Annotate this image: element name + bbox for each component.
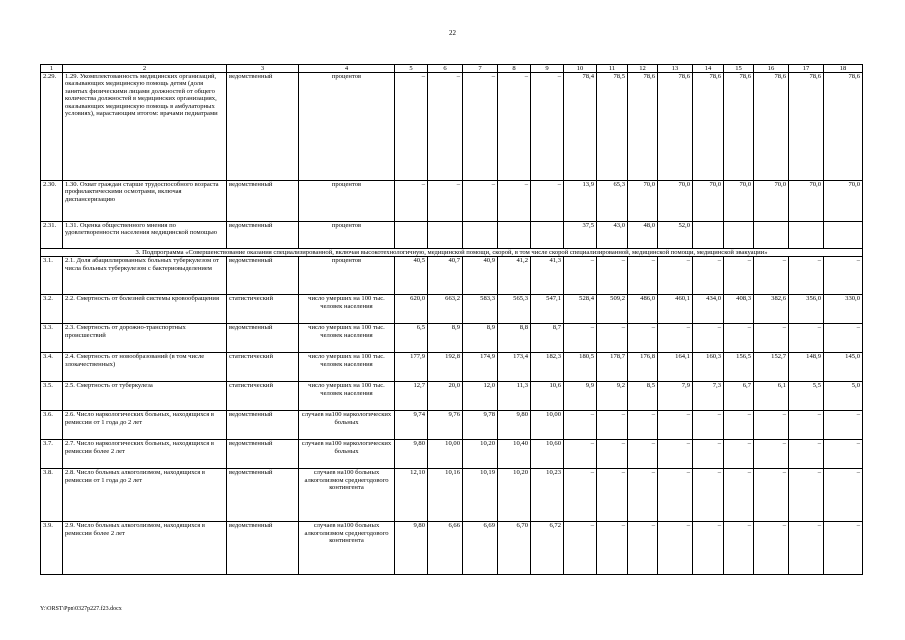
year-value: 152,7	[754, 353, 789, 382]
unit-of-measure: случаев на100 больных алкоголизмом среднегодового контингента	[299, 522, 395, 575]
unit-of-measure: процентов	[299, 181, 395, 222]
year-value: 9,9	[564, 382, 597, 411]
year-value: 6,1	[754, 382, 789, 411]
year-value: 547,1	[531, 295, 564, 324]
year-value: –	[628, 469, 658, 522]
year-value: 663,2	[428, 295, 463, 324]
indicator-type: статистический	[227, 353, 299, 382]
year-value: –	[531, 73, 564, 181]
indicator-name: 1.31. Оценка общественного мнения по удовлетворенности населения медицинской помощью	[63, 222, 227, 249]
indicator-name: 2.1. Доля абациллированных больных туберкулезом от числа больных туберкулезом с бактериовыделением	[63, 257, 227, 295]
year-value: –	[628, 440, 658, 469]
year-value: –	[564, 257, 597, 295]
row-number: 3.5.	[41, 382, 63, 411]
year-value: 70,0	[628, 181, 658, 222]
year-value: –	[628, 411, 658, 440]
year-value: 9,78	[463, 411, 498, 440]
year-value: 528,4	[564, 295, 597, 324]
year-value	[428, 222, 463, 249]
year-value: 330,0	[824, 295, 863, 324]
year-value: 9,76	[428, 411, 463, 440]
year-value: 78,5	[597, 73, 628, 181]
year-value: –	[724, 469, 754, 522]
year-value: 10,6	[531, 382, 564, 411]
year-value: 65,3	[597, 181, 628, 222]
year-value	[531, 222, 564, 249]
indicator-name: 2.5. Смертность от туберкулеза	[63, 382, 227, 411]
year-value: –	[597, 324, 628, 353]
year-value: –	[754, 257, 789, 295]
column-number: 3	[227, 65, 299, 73]
year-value: –	[628, 257, 658, 295]
year-value: –	[724, 257, 754, 295]
year-value: 10,40	[498, 440, 531, 469]
unit-of-measure: число умерших на 100 тыс. человек населения	[299, 295, 395, 324]
year-value: –	[498, 181, 531, 222]
table-row	[41, 324, 863, 353]
year-value: 78,6	[724, 73, 754, 181]
year-value: 7,9	[658, 382, 693, 411]
indicator-name: 2.6. Число наркологических больных, находящихся в ремиссии от 1 года до 2 лет	[63, 411, 227, 440]
year-value: 12,10	[395, 469, 428, 522]
year-value: 10,19	[463, 469, 498, 522]
year-value: –	[824, 257, 863, 295]
row-number: 3.9.	[41, 522, 63, 575]
year-value: –	[564, 440, 597, 469]
year-value: –	[628, 324, 658, 353]
unit-of-measure: процентов	[299, 257, 395, 295]
year-value: 70,0	[658, 181, 693, 222]
year-value: –	[824, 522, 863, 575]
year-value: –	[428, 73, 463, 181]
year-value: 6,66	[428, 522, 463, 575]
year-value: 509,2	[597, 295, 628, 324]
year-value: 173,4	[498, 353, 531, 382]
year-value: 70,0	[824, 181, 863, 222]
year-value: 48,0	[628, 222, 658, 249]
year-value: 10,00	[531, 411, 564, 440]
year-value: –	[564, 469, 597, 522]
year-value: 180,5	[564, 353, 597, 382]
year-value: 40,9	[463, 257, 498, 295]
file-path-footer: Y:\ORST\Ppn\0327p227.f23.docx	[40, 606, 122, 612]
year-value: 583,3	[463, 295, 498, 324]
year-value: 176,8	[628, 353, 658, 382]
indicator-name: 2.8. Число больных алкоголизмом, находящихся в ремиссии от 1 года до 2 лет	[63, 469, 227, 522]
column-number: 12	[628, 65, 658, 73]
year-value: 356,0	[789, 295, 824, 324]
row-number: 3.2.	[41, 295, 63, 324]
year-value: 6,5	[395, 324, 428, 353]
year-value: –	[463, 181, 498, 222]
year-value: –	[564, 522, 597, 575]
column-number: 9	[531, 65, 564, 73]
column-number: 6	[428, 65, 463, 73]
table-row	[41, 353, 863, 382]
year-value: 156,5	[724, 353, 754, 382]
year-value: 620,0	[395, 295, 428, 324]
row-number: 3.3.	[41, 324, 63, 353]
year-value: 70,0	[724, 181, 754, 222]
indicator-type: ведомственный	[227, 469, 299, 522]
column-number: 1	[41, 65, 63, 73]
unit-of-measure: случаев на100 наркологических больных	[299, 411, 395, 440]
year-value: 565,3	[498, 295, 531, 324]
year-value: 78,6	[824, 73, 863, 181]
year-value	[824, 222, 863, 249]
row-number: 3.7.	[41, 440, 63, 469]
indicator-name: 2.4. Смертность от новообразований (в том числе злокачественных)	[63, 353, 227, 382]
year-value: 9,2	[597, 382, 628, 411]
year-value: –	[754, 469, 789, 522]
indicator-type: ведомственный	[227, 222, 299, 249]
year-value: –	[693, 257, 724, 295]
column-number: 5	[395, 65, 428, 73]
table-row	[41, 440, 863, 469]
year-value: 70,0	[754, 181, 789, 222]
year-value: 9,74	[395, 411, 428, 440]
unit-of-measure: процентов	[299, 73, 395, 181]
column-number: 7	[463, 65, 498, 73]
indicator-type: ведомственный	[227, 411, 299, 440]
year-value: 10,60	[531, 440, 564, 469]
year-value: –	[564, 324, 597, 353]
year-value: –	[754, 411, 789, 440]
year-value: 10,20	[498, 469, 531, 522]
row-number: 3.8.	[41, 469, 63, 522]
year-value: –	[724, 324, 754, 353]
year-value: 9,80	[395, 440, 428, 469]
year-value: 10,16	[428, 469, 463, 522]
column-number: 14	[693, 65, 724, 73]
year-value: –	[693, 522, 724, 575]
year-value: 11,3	[498, 382, 531, 411]
year-value	[463, 222, 498, 249]
year-value: 12,7	[395, 382, 428, 411]
indicator-name: 2.7. Число наркологических больных, находящихся в ремиссии более 2 лет	[63, 440, 227, 469]
column-number: 18	[824, 65, 863, 73]
year-value: –	[597, 440, 628, 469]
year-value: –	[658, 440, 693, 469]
year-value: 78,6	[628, 73, 658, 181]
year-value: 70,0	[789, 181, 824, 222]
year-value: 6,72	[531, 522, 564, 575]
row-number: 3.4.	[41, 353, 63, 382]
indicator-name: 1.30. Охват граждан старше трудоспособного возраста профилактическими осмотрами, включая диспансеризацию	[63, 181, 227, 222]
year-value: 8,9	[428, 324, 463, 353]
column-number-row	[41, 65, 863, 73]
column-number: 2	[63, 65, 227, 73]
year-value: 5,0	[824, 382, 863, 411]
year-value	[693, 222, 724, 249]
indicator-type: ведомственный	[227, 257, 299, 295]
year-value: –	[789, 469, 824, 522]
year-value: 6,69	[463, 522, 498, 575]
year-value: 40,5	[395, 257, 428, 295]
year-value: 408,3	[724, 295, 754, 324]
year-value: –	[724, 411, 754, 440]
year-value: 9,80	[395, 522, 428, 575]
year-value	[754, 222, 789, 249]
table-row	[41, 295, 863, 324]
year-value: 70,0	[693, 181, 724, 222]
year-value: 8,5	[628, 382, 658, 411]
year-value	[789, 222, 824, 249]
year-value: 6,7	[724, 382, 754, 411]
row-number: 2.31.	[41, 222, 63, 249]
year-value: 382,6	[754, 295, 789, 324]
year-value: –	[693, 440, 724, 469]
year-value: –	[789, 411, 824, 440]
year-value: 148,9	[789, 353, 824, 382]
table-row	[41, 222, 863, 249]
year-value: –	[395, 73, 428, 181]
year-value: –	[597, 522, 628, 575]
year-value: 78,6	[658, 73, 693, 181]
indicator-type: ведомственный	[227, 181, 299, 222]
year-value: 164,1	[658, 353, 693, 382]
indicator-type: ведомственный	[227, 440, 299, 469]
year-value: –	[395, 181, 428, 222]
row-number: 2.30.	[41, 181, 63, 222]
year-value: –	[531, 181, 564, 222]
table-row	[41, 181, 863, 222]
unit-of-measure: число умерших на 100 тыс. человек населения	[299, 353, 395, 382]
year-value: 178,7	[597, 353, 628, 382]
indicator-type: ведомственный	[227, 522, 299, 575]
column-number: 16	[754, 65, 789, 73]
indicator-name: 2.2. Смертность от болезней системы кровообращения	[63, 295, 227, 324]
year-value: 8,7	[531, 324, 564, 353]
year-value: –	[724, 440, 754, 469]
column-number: 11	[597, 65, 628, 73]
column-number: 4	[299, 65, 395, 73]
column-number: 8	[498, 65, 531, 73]
year-value: –	[824, 324, 863, 353]
year-value: –	[564, 411, 597, 440]
year-value: 460,1	[658, 295, 693, 324]
year-value: 182,3	[531, 353, 564, 382]
year-value: 10,23	[531, 469, 564, 522]
row-number: 3.6.	[41, 411, 63, 440]
year-value: –	[754, 522, 789, 575]
year-value: –	[724, 522, 754, 575]
year-value: 41,3	[531, 257, 564, 295]
year-value: 52,0	[658, 222, 693, 249]
year-value: 174,9	[463, 353, 498, 382]
table-row	[41, 411, 863, 440]
year-value: 78,6	[754, 73, 789, 181]
indicators-table	[40, 64, 863, 575]
column-number: 13	[658, 65, 693, 73]
year-value: –	[824, 440, 863, 469]
year-value	[498, 222, 531, 249]
year-value: –	[789, 324, 824, 353]
year-value: –	[658, 522, 693, 575]
table-row	[41, 382, 863, 411]
year-value: –	[754, 440, 789, 469]
year-value: 78,6	[693, 73, 724, 181]
year-value: 177,9	[395, 353, 428, 382]
row-number: 3.1.	[41, 257, 63, 295]
year-value: 78,4	[564, 73, 597, 181]
year-value: –	[658, 257, 693, 295]
year-value: –	[693, 469, 724, 522]
table-row	[41, 522, 863, 575]
year-value: –	[658, 324, 693, 353]
year-value: 37,5	[564, 222, 597, 249]
year-value: –	[824, 411, 863, 440]
table-row	[41, 73, 863, 181]
year-value	[395, 222, 428, 249]
year-value: –	[597, 257, 628, 295]
year-value: –	[628, 522, 658, 575]
year-value: 5,5	[789, 382, 824, 411]
year-value: –	[789, 440, 824, 469]
unit-of-measure: число умерших на 100 тыс. человек населения	[299, 324, 395, 353]
year-value: –	[693, 411, 724, 440]
year-value: 7,3	[693, 382, 724, 411]
year-value: 8,9	[463, 324, 498, 353]
year-value: –	[658, 411, 693, 440]
table-row	[41, 257, 863, 295]
indicator-name: 2.3. Смертность от дорожно-транспортных происшествий	[63, 324, 227, 353]
year-value: 10,00	[428, 440, 463, 469]
year-value: 160,3	[693, 353, 724, 382]
column-number: 15	[724, 65, 754, 73]
unit-of-measure: случаев на100 наркологических больных	[299, 440, 395, 469]
indicator-type: ведомственный	[227, 73, 299, 181]
section-title: 3. Подпрограмма «Совершенствование оказания специализированной, включая высокотехнологичную, медицинской помощи, скорой, в том числе скорой специализированной, медицинской помощи, медицинской эвакуации»	[41, 249, 863, 257]
table-row	[41, 469, 863, 522]
column-number: 10	[564, 65, 597, 73]
year-value: –	[463, 73, 498, 181]
section-row	[41, 249, 863, 257]
year-value: –	[597, 411, 628, 440]
year-value: 20,0	[428, 382, 463, 411]
year-value: –	[824, 469, 863, 522]
year-value: 434,0	[693, 295, 724, 324]
year-value: 43,0	[597, 222, 628, 249]
year-value: 13,9	[564, 181, 597, 222]
year-value: –	[693, 324, 724, 353]
year-value: 12,0	[463, 382, 498, 411]
year-value: –	[658, 469, 693, 522]
unit-of-measure: случаев на100 больных алкоголизмом среднегодового контингента	[299, 469, 395, 522]
unit-of-measure: число умерших на 100 тыс. человек населения	[299, 382, 395, 411]
year-value: 145,0	[824, 353, 863, 382]
year-value: –	[498, 73, 531, 181]
year-value: –	[597, 469, 628, 522]
indicator-type: ведомственный	[227, 324, 299, 353]
year-value: 486,0	[628, 295, 658, 324]
year-value: 40,7	[428, 257, 463, 295]
year-value: –	[754, 324, 789, 353]
year-value: 10,20	[463, 440, 498, 469]
year-value: 41,2	[498, 257, 531, 295]
year-value: 6,70	[498, 522, 531, 575]
year-value: –	[789, 522, 824, 575]
column-number: 17	[789, 65, 824, 73]
year-value: 9,80	[498, 411, 531, 440]
year-value: 8,8	[498, 324, 531, 353]
year-value: –	[428, 181, 463, 222]
indicator-type: статистический	[227, 382, 299, 411]
page-number: 22	[449, 29, 456, 37]
row-number: 2.29.	[41, 73, 63, 181]
indicator-name: 2.9. Число больных алкоголизмом, находящихся в ремиссии более 2 лет	[63, 522, 227, 575]
year-value: 78,6	[789, 73, 824, 181]
year-value: 192,8	[428, 353, 463, 382]
indicator-type: статистический	[227, 295, 299, 324]
indicator-name: 1.29. Укомплектованность медицинских организаций, оказывающих медицинскую помощь детям (доля занятых физическими лицами должностей от общего количества должностей в медицинских организациях, оказывающих медицинскую помощь в амбулаторных условиях), нарастающим итогом: врачами педиатрами	[63, 73, 227, 181]
year-value	[724, 222, 754, 249]
year-value: –	[789, 257, 824, 295]
unit-of-measure: процентов	[299, 222, 395, 249]
